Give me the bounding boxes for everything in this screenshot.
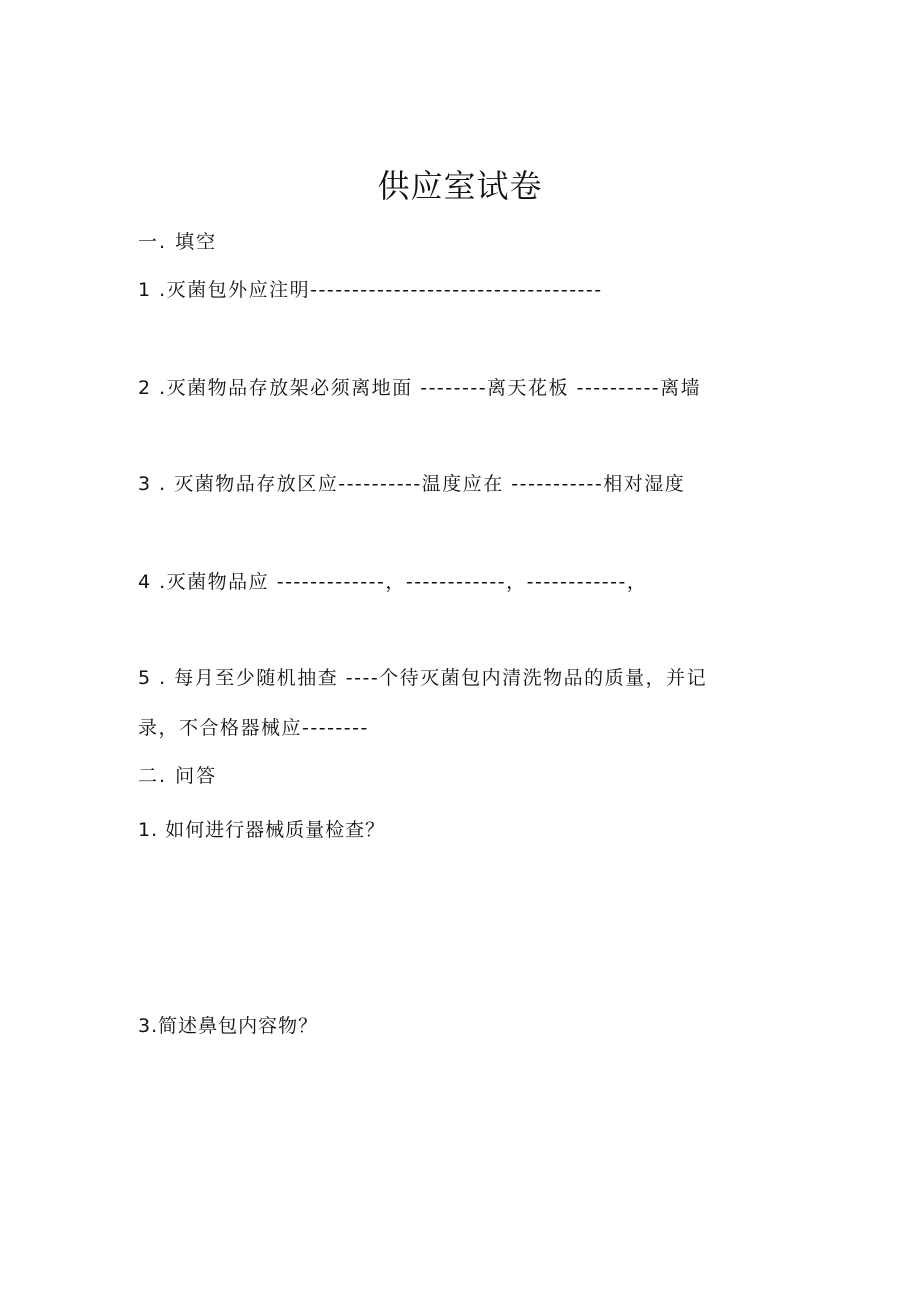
section-heading-fill-in: 一. 填空 [138, 231, 218, 253]
section-heading-qa: 二. 问答 [138, 765, 218, 787]
question-fill-3: 3 . 灭菌物品存放区应----------温度应在 -----------相对湿度 [138, 473, 686, 495]
question-qa-3: 3.简述鼻包内容物？ [138, 1015, 319, 1037]
question-fill-5-line1: 5 . 每月至少随机抽查 ----个待灭菌包内清洗物品的质量，并记 [138, 667, 708, 689]
question-fill-1: 1 .灭菌包外应注明----------------------------------- [138, 279, 603, 301]
question-fill-4: 4 .灭菌物品应 -------------，------------，------------， [138, 571, 648, 593]
question-fill-5-line2: 录，不合格器械应-------- [138, 717, 369, 739]
question-qa-1: 1. 如何进行器械质量检查？ [138, 819, 386, 841]
page-title: 供应室试卷 [377, 167, 543, 205]
question-fill-2: 2 .灭菌物品存放架必须离地面 --------离天花板 ----------离墙 [138, 377, 702, 399]
